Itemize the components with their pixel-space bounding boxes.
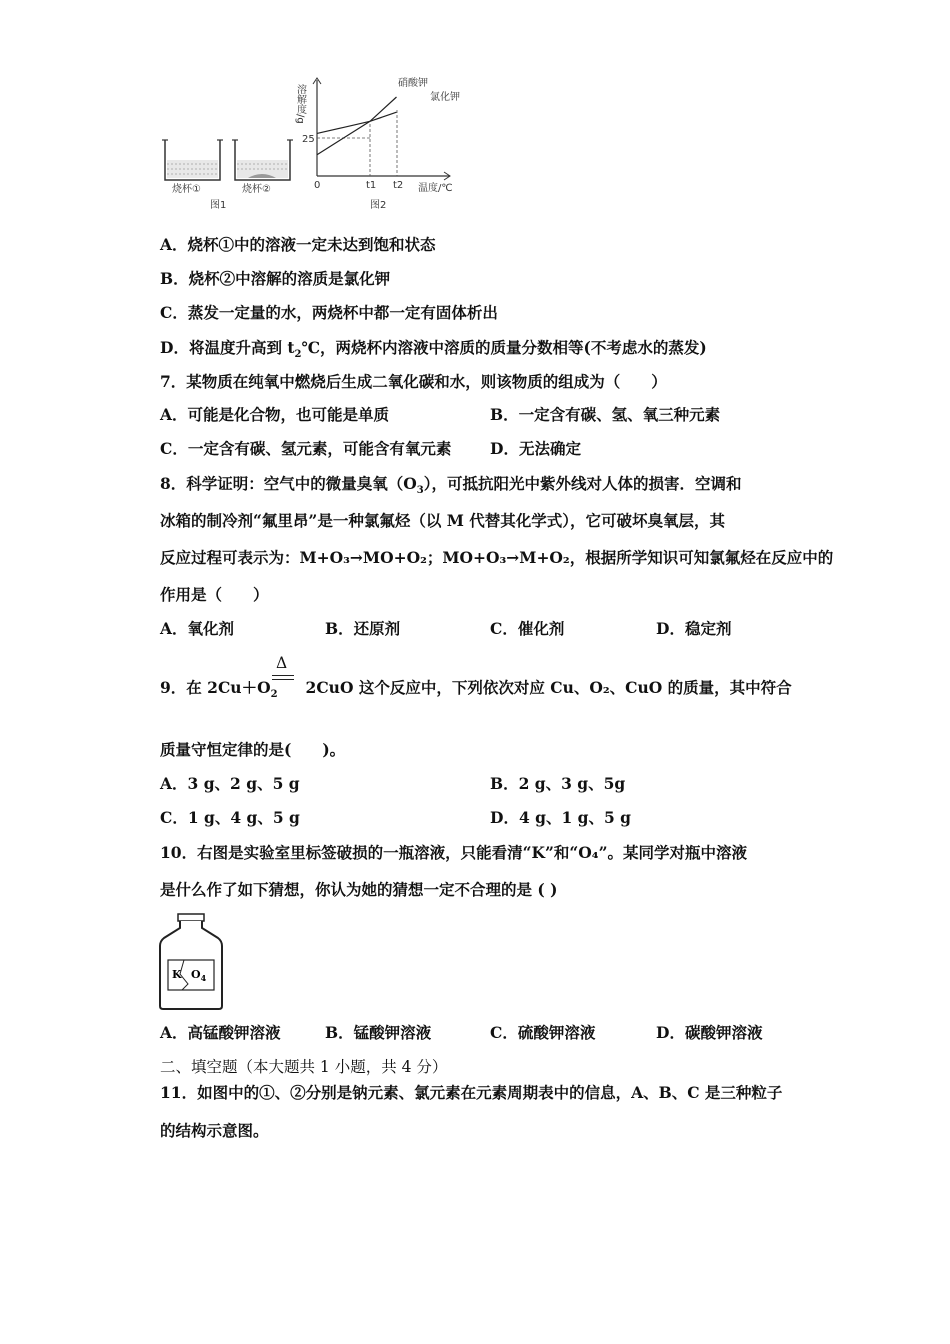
q11-line-2: 的结构示意图。 — [160, 1121, 269, 1140]
q8-line-4: 作用是（ ） — [160, 585, 269, 604]
q7-option-b: B．一定含有碳、氢、氧三种元素 — [490, 405, 721, 424]
x-tick-origin: 0 — [314, 180, 321, 191]
q9-option-c: C．1 g、4 g、5 g — [160, 808, 300, 827]
q8-option-c: C．催化剂 — [490, 619, 565, 638]
section-2-heading: 二、填空题（本大题共 1 小题，共 4 分） — [160, 1058, 448, 1076]
q9-option-b: B．2 g、3 g、5g — [490, 774, 626, 793]
q10-line-1: 10．右图是实验室里标签破损的一瓶溶液，只能看清“K”和“O₄”。某同学对瓶中溶液 — [160, 843, 747, 862]
q9-stem: 9．在 $2Cu+O_2$ 2CuO 这个反应中，下列依次对应 Cu、O₂、CuO 的质量，其中符合 — [160, 678, 792, 701]
q9-option-a: A．3 g、2 g、5 g — [160, 774, 300, 793]
fig-1-caption: 图1 — [210, 200, 227, 211]
q10-option-d: D．碳酸钾溶液 — [656, 1023, 763, 1042]
legend-kno3: 硝酸钾 — [398, 78, 428, 89]
beaker-2 — [232, 140, 293, 180]
q6-option-a: A．烧杯①中的溶液一定未达到饱和状态 — [160, 235, 436, 254]
bottle-label-k: K — [172, 968, 182, 981]
q9-delta-symbol: Δ — [276, 654, 288, 672]
q7-option-d: D．无法确定 — [490, 439, 581, 458]
q8-line-3: 反应过程可表示为：M+O₃→MO+O₂；MO+O₃→M+O₂，根据所学知识可知氯氟烃在反应中的 — [160, 548, 834, 567]
q8-option-d: D．稳定剂 — [656, 619, 732, 638]
bottle-label-o: $O_4$ — [191, 968, 207, 983]
q8-line-2: 冰箱的制冷剂“氟里昂”是一种氯氟烃（以 M 代替其化学式），它可破坏臭氧层，其 — [160, 511, 726, 530]
x-tick-t2: t2 — [393, 180, 404, 191]
figure-1-2 — [150, 70, 480, 215]
q7-stem: 7．某物质在纯氧中燃烧后生成二氧化碳和水，则该物质的组成为（ ） — [160, 372, 667, 391]
q8-line-1: 8．科学证明：空气中的微量臭氧$(O_3)$，可抵抗阳光中紫外线对人体的损害．空调和 — [160, 474, 742, 497]
q6-option-c: C．蒸发一定量的水，两烧杯中都一定有固体析出 — [160, 303, 498, 322]
q9-line-2: 质量守恒定律的是( )。 — [160, 740, 346, 759]
y-tick-25: 25 — [302, 134, 315, 145]
q8-option-b: B．还原剂 — [325, 619, 401, 638]
q8-option-a: A．氧化剂 — [160, 619, 235, 638]
q10-option-a: A．高锰酸钾溶液 — [160, 1023, 281, 1042]
q6-option-d: D．将温度升高到 $t_2℃$，两烧杯内溶液中溶质的质量分数相等(不考虑水的蒸发) — [160, 338, 707, 361]
reagent-bottle — [158, 912, 224, 1012]
q10-option-b: B．锰酸钾溶液 — [325, 1023, 432, 1042]
y-axis-label: 溶解度/g — [294, 84, 306, 124]
q11-line-1: 11．如图中的①、②分别是钠元素、氯元素在元素周期表中的信息，A、B、C 是三种粒子 — [160, 1083, 783, 1102]
q7-option-c: C．一定含有碳、氢元素，可能含有氧元素 — [160, 439, 452, 458]
q10-line-2: 是什么作了如下猜想，你认为她的猜想一定不合理的是 ( ) — [160, 880, 558, 899]
legend-kcl: 氯化钾 — [430, 92, 460, 103]
beaker-2-label: 烧杯② — [242, 184, 271, 195]
q9-option-d: D．4 g、1 g、5 g — [490, 808, 631, 827]
beaker-1-label: 烧杯① — [172, 184, 201, 195]
q7-option-a: A．可能是化合物，也可能是单质 — [160, 405, 390, 424]
q10-option-c: C．硫酸钾溶液 — [490, 1023, 596, 1042]
series-line-kno3 — [317, 97, 397, 155]
beaker-1 — [162, 140, 223, 180]
x-tick-t1: t1 — [366, 180, 377, 191]
x-axis-label: 温度/℃ — [418, 183, 453, 194]
q6-option-b: B．烧杯②中溶解的溶质是氯化钾 — [160, 269, 391, 288]
fig-2-caption: 图2 — [370, 200, 387, 211]
